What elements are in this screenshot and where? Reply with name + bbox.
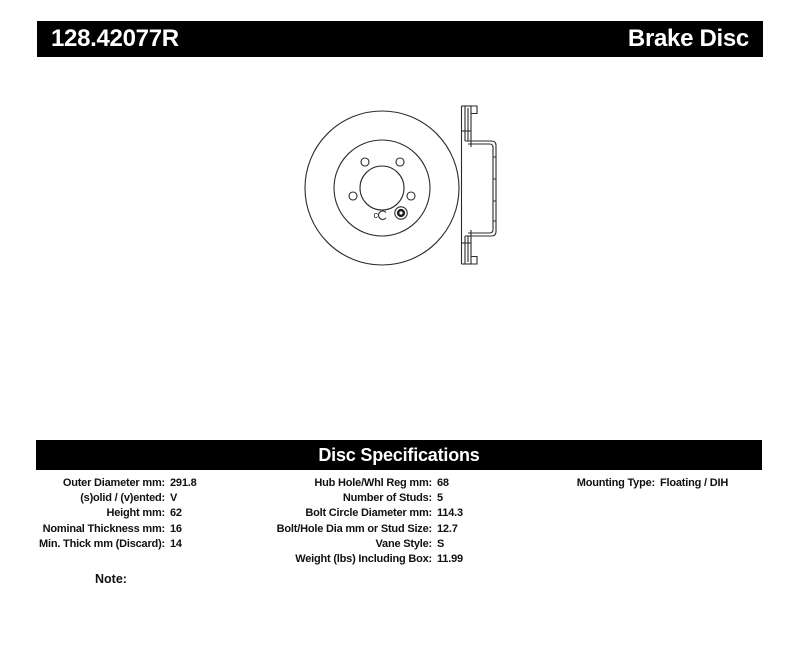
c-marked-hole [379,211,386,219]
spec-label: Outer Diameter mm: [62,476,165,489]
disc-front-view [305,111,459,265]
spec-value: 5 [437,491,443,504]
spec-row-number-of-studs [252,490,463,505]
spec-row-outer-diameter [20,475,197,490]
spec-row-height [20,506,197,521]
spec-row-vane-style [252,536,463,551]
spec-row-mounting-type [545,475,728,490]
stud-hole [396,158,404,166]
spec-row-weight [252,551,463,566]
spec-section-header [36,440,762,470]
spec-value: V [170,491,178,504]
hat-inner-outline [468,144,493,233]
technical-drawing [290,95,510,280]
spec-value: 11.99 [437,553,463,566]
disc-side-view [462,106,497,264]
disc-outer-edge [305,111,459,265]
c-hole-label: c [373,210,378,220]
part-number: 128.42077R [51,25,179,52]
disc-hat-edge [334,140,430,236]
spec-label: Hub Hole/Whl Reg mm: [314,476,432,489]
spec-label: Weight (lbs) Including Box: [295,553,432,566]
spec-label: Min. Thick mm (Discard): [39,537,165,550]
header-bar [37,21,763,57]
hat-outer-outline [465,141,496,236]
spec-row-solid-vented [20,490,197,505]
spec-row-bolt-hole-dia [252,521,463,536]
brake-disc-diagram [290,95,510,280]
stud-hole [349,192,357,200]
spec-row-nominal-thickness [20,521,197,536]
spec-value: 68 [437,476,449,489]
note-label: Note: [95,572,127,586]
spec-label: Bolt/Hole Dia mm or Stud Size: [276,522,432,535]
rotor-bottom-tab [471,257,477,265]
set-screw-center [399,211,402,214]
spec-value: S [437,537,445,550]
spec-column-dimensions [20,475,197,551]
spec-row-bolt-circle [252,506,463,521]
spec-label: Height mm: [106,507,165,520]
hub-hole [360,166,404,210]
stud-hole [407,192,415,200]
product-type-title: Brake Disc [627,25,749,52]
spec-value: 114.3 [437,507,463,520]
spec-label: Vane Style: [375,537,432,550]
spec-label: Mounting Type: [576,476,655,489]
set-screw-hole [395,207,407,219]
spec-label: (s)olid / (v)ented: [80,491,165,504]
spec-value: 16 [170,522,182,535]
spec-value: 291.8 [170,476,197,489]
spec-column-mounting [252,475,463,567]
rotor-top-tab [471,106,477,114]
spec-value: 62 [170,507,182,520]
spec-column-type [545,475,728,490]
stud-hole [361,158,369,166]
spec-value: 12.7 [437,522,458,535]
spec-value: 14 [170,537,182,550]
spec-row-hub-hole [252,475,463,490]
spec-label: Bolt Circle Diameter mm: [305,507,432,520]
spec-section-title: Disc Specifications [318,444,480,465]
spec-row-min-thickness [20,536,197,551]
spec-label: Nominal Thickness mm: [42,522,165,535]
spec-label: Number of Studs: [342,491,432,504]
spec-value: Floating / DIH [660,476,729,489]
